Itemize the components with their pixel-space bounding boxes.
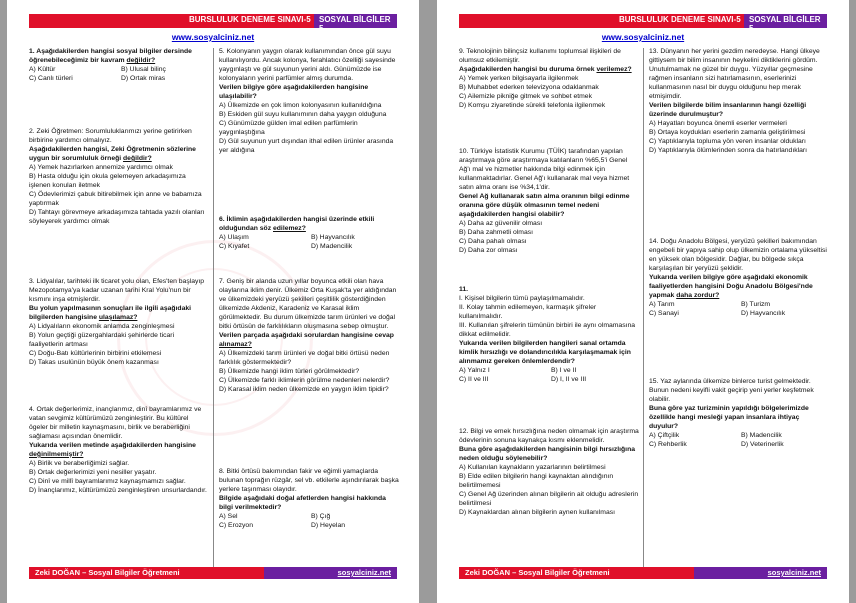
option-d[interactable]: D) Yaptıklarıyla ölümlerinden sonra da hatırlandıkları [649, 146, 808, 154]
option-b[interactable]: B) Ortak değerlerimizi yeni nesiller yaşatır. [29, 468, 157, 476]
option-d[interactable]: D) Komşu ziyaretinde sürekli telefonla ilgilenmek [459, 101, 606, 109]
question-6: 6. İklimin aşağıdakilerden hangisi üzerinde etkili olduğundan söz edilemez? A) Ulaşım B) Hayvancılık C) Kıyafet D) Madencilik [219, 216, 399, 252]
option-c[interactable]: C) Ailemizle pikniğe gitmek ve sohbet etmek [459, 92, 592, 100]
page-footer [459, 567, 827, 579]
option-b[interactable]: B) Muhabbet ederken televizyona odaklanmak [459, 83, 599, 91]
option-b[interactable]: B) I ve II [551, 366, 577, 374]
option-b[interactable]: B) Çığ [311, 512, 331, 520]
page-right [437, 0, 849, 603]
option-c[interactable]: C) Canlı türleri [29, 74, 73, 82]
option-c[interactable]: C) Dinî ve millî bayramlarımız kaynaşmamızı sağlar. [29, 477, 186, 485]
option-d[interactable]: D) Kaynaklardan alınan bilgilerin aynen kullanılması [459, 508, 616, 516]
option-a[interactable]: A) Yalnız I [459, 366, 490, 374]
option-a[interactable]: A) Kullanılan kaynakların yazarlarının belirtilmesi [459, 463, 606, 471]
option-c[interactable]: C) Kıyafet [219, 242, 250, 250]
option-b[interactable]: B) Ülkemizde hangi iklim türleri görülmektedir? [219, 367, 360, 375]
question-13: 13. Dünyanın her yerini gezdim neredeyse. Hangi ülkeye gittiysem bir bilim insanının heykelini diktiklerini gördüm. Unutulmamak ne güzel bir duygu. Yüzyıllar geçmesine rağmen insanların sizi hatırlamasının, eserlerinizi kullanmasının nasıl bir duygu olduğunu hep merak etmişimdir. Verilen bilgilerde bilim insanlarının hangi özelliği üzerinde durulmuştur? A) Hayatları boyunca önemli eserler vermeleri B) Ortaya koydukları eserlerin zamanla geliştirilmesi C) Yaptıklarıyla topluma yön veren insanlar oldukları D) Yaptıklarıyla ölümlerinden sonra da hatırlandıkları [649, 48, 829, 156]
option-a[interactable]: A) Çiftçilik [649, 431, 680, 439]
option-d[interactable]: D) Gül suyunun yurt dışından ithal edilen ürünler arasında yer aldığına [219, 137, 394, 154]
option-c[interactable]: C) Sanayi [649, 309, 679, 317]
option-b[interactable]: B) Ortaya koydukları eserlerin zamanla geliştirilmesi [649, 128, 806, 136]
option-b[interactable]: B) Elde edilen bilgilerin hangi kaynaktan alındığının belirtilmemesi [459, 472, 614, 489]
option-a[interactable]: A) Yemek hazırlarken annemize yardımcı olmak [29, 163, 173, 171]
exam-title: BURSLULUK DENEME SINAVI-5 [619, 15, 741, 24]
option-a[interactable]: A) Ülkemizde en çok limon kolonyasının kullanıldığına [219, 101, 382, 109]
column-divider [643, 48, 644, 567]
question-7: 7. Geniş bir alanda uzun yıllar boyunca etkili olan hava olaylarına iklim denir. Ülkemiz Orta Kuşak'ta yer aldığından ve ülkemizdeki yeryüzü şekilleri çeşitlilik gösterdiğinden ülkemizde Akdeniz, Karadeniz ve Karasal iklim görülmektedir. Bu durum ülkemizde tarım ürünleri ve doğal bitki örtüsün de farklılıkların oluşmasına sebep olmuştur. Verilen parçada aşağıdaki sorulardan hangisine cevap alınamaz? A) Ülkemizdeki tarım ürünleri ve doğal bitki örtüsü neden farklılık göstermektedir? B) Ülkemizde hangi iklim türleri görülmektedir? C) Ülkemizde farklı iklimlerin görülme nedenleri nelerdir? D) Karasal iklim neden ülkemizde en yaygın iklim tipidir? [219, 278, 399, 395]
footer-author: Zeki DOĞAN – Sosyal Bilgiler Öğretmeni [465, 568, 610, 577]
column-divider [213, 48, 214, 567]
option-d[interactable]: D) İnançlarımız, kültürümüzü zenginleştiren unsurlardandır. [29, 486, 207, 494]
footer-author: Zeki DOĞAN – Sosyal Bilgiler Öğretmeni [35, 568, 180, 577]
page-header [29, 14, 397, 33]
footer-site-link[interactable]: sosyalciniz.net [767, 568, 821, 577]
option-b[interactable]: B) Madencilik [741, 431, 782, 439]
website-link[interactable]: www.sosyalciniz.net [171, 32, 255, 42]
option-a[interactable]: A) Ulaşım [219, 233, 249, 241]
option-d[interactable]: D) Hayvancılık [741, 309, 786, 317]
question-2: 2. Zeki Öğretmen: Sorumluluklarımızı yerine getirirken birbirine yardımcı olmalıyız. Aşağıdakilerden hangisi, Zeki Öğretmenin sözlerine uygun bir sorumluluk örneği değildir? A) Yemek hazırlarken annemize yardımcı olmak B) Hasta olduğu için okula gelemeyen arkadaşımıza işlenen konuları iletmek C) Ödevlerimizi çabuk bitirebilmek için anne ve babamıza yaptırmak D) Tahtayı görevmeye arkadaşımıza tahtada yazılı olanları söyleyerek yardımcı olmak [29, 128, 209, 227]
option-b[interactable]: B) Eskiden gül suyu kullanımının daha yaygın olduğuna [219, 110, 387, 118]
option-d[interactable]: D) Heyelan [311, 521, 345, 529]
option-a[interactable]: A) Daha az güvenilir olması [459, 219, 543, 227]
question-1: 1. Aşağıdakilerden hangisi sosyal bilgiler dersinde öğrenebileceğimiz bir kavram değildir? A) Kültür B) Ulusal bilinç C) Canlı türleri D) Ortak miras [29, 48, 209, 84]
option-c[interactable]: C) Doğu-Batı kültürlerinin birbirini etkilemesi [29, 349, 162, 357]
option-d[interactable]: D) Daha zor olması [459, 246, 518, 254]
option-c[interactable]: C) Erozyon [219, 521, 253, 529]
option-a[interactable]: A) Ülkemizdeki tarım ürünleri ve doğal bitki örtüsü neden farklılık göstermektedir? [219, 349, 390, 366]
option-c[interactable]: C) Ödevlerimizi çabuk bitirebilmek için anne ve babamıza yaptırmak [29, 190, 202, 207]
option-d[interactable]: D) I, II ve III [551, 375, 587, 383]
option-d[interactable]: D) Veterinerlik [741, 440, 784, 448]
option-a[interactable]: A) Hayatları boyunca önemli eserler vermeleri [649, 119, 787, 127]
option-c[interactable]: C) Ülkemizde farklı iklimlerin görülme nedenleri nelerdir? [219, 376, 390, 384]
option-c[interactable]: C) Daha pahalı olması [459, 237, 527, 245]
option-d[interactable]: D) Karasal iklim neden ülkemizde en yaygın iklim tipidir? [219, 385, 389, 393]
question-10: 10. Türkiye İstatistik Kurumu (TÜİK) tarafından yapılan araştırmaya göre araştırmaya katılanların %65,5'i Genel Ağ'ı mal ve hizmetler hakkında bilgi edinmek için kullanmaktadırlar. Genel Ağ'ı kullanarak mal veya hizmet satın alma oranı ise %34,1'dir. Genel Ağ kullanarak satın alma oranının bilgi edinme oranına göre düşük olmasının temel nedeni aşağıdakilerden hangisi olabilir? A) Daha az güvenilir olması B) Daha zahmetli olması C) Daha pahalı olması D) Daha zor olması [459, 148, 639, 256]
option-b[interactable]: B) Hasta olduğu için okula gelemeyen arkadaşımıza işlenen konuları iletmek [29, 172, 186, 189]
option-d[interactable]: D) Ortak miras [121, 74, 166, 82]
subject-title: SOSYAL BİLGİLER 5 [319, 15, 391, 33]
question-15: 15. Yaz aylarında ülkemize binlerce turist gelmektedir. Bunun nedeni keyifli vakit geçirip yeni yerler keşfetmek olabilir. Buna göre yaz turizminin yapıldığı bölgelerimizde özellikle hangi mesleği yapan insanlara ihtiyaç duyulur? A) Çiftçilik B) Madencilik C) Rehberlik D) Veterinerlik [649, 378, 829, 450]
option-d[interactable]: D) Madencilik [311, 242, 353, 250]
question-14: 14. Doğu Anadolu Bölgesi, yeryüzü şekilleri bakımından engebeli bir yapıya sahip olup ülkemizin ortalama yükseltisi en yüksek olan bölgesidir. Dağlar, bu bölgede sıkça karşılaşılan bir yeryüzü şeklidir. Yukarıda verilen bilgiye göre aşağıdaki ekonomik faaliyetlerden hangisini Doğu Anadolu Bölgesi'nde yapmak daha zordur? A) Tarım B) Turizm C) Sanayi D) Hayvancılık [649, 238, 829, 319]
question-11: 11. I. Kişisel bilgilerin tümü paylaşılmamalıdır. II. Kolay tahmin edilemeyen, karmaşık şifreler kullanılmalıdır. III. Kullanılan şifrelerin tümünün birbiri ile aynı olmamasına dikkat edilmelidir. Yukarıda verilen bilgilerden hangileri sanal ortamda kimlik hırsızlığı ve dolandırıcılıkla karşılaşmamak için alınmamız gereken önlemlerdendir? A) Yalnız I B) I ve II C) II ve III D) I, II ve III [459, 286, 639, 385]
website-link[interactable]: www.sosyalciniz.net [601, 32, 685, 42]
option-c[interactable]: C) Genel Ağ üzerinden alınan bilgilerin ait olduğu adreslerin belirtilmesi [459, 490, 639, 507]
option-b[interactable]: B) Yolun geçtiği güzergahlardaki şehirlerde ticari faaliyetlerin artması [29, 331, 175, 348]
option-c[interactable]: C) Yaptıklarıyla topluma yön veren insanlar oldukları [649, 137, 806, 145]
question-12: 12. Bilgi ve emek hırsızlığına neden olmamak için araştırma ödevlerinin sonuna kaynakça kısmı eklenmelidir. Buna göre aşağıdakilerden hangisinin bilgi hırsızlığına neden olduğu söylenebilir? A) Kullanılan kaynakların yazarlarının belirtilmesi B) Elde edilen bilgilerin hangi kaynaktan alındığının belirtilmemesi C) Genel Ağ üzerinden alınan bilgilerin ait olduğu adreslerin belirtilmesi D) Kaynaklardan alınan bilgilerin aynen kullanılması [459, 428, 639, 516]
question-8: 8. Bitki örtüsü bakımından fakir ve eğimli yamaçlarda bulunan toprağın rüzgâr, sel vb. etkilerle aşındırılarak başka yerlere taşınması olayıdır. Bilgide aşağıdaki doğal afetlerden hangisi hakkında bilgi verilmektedir? A) Sel B) Çığ C) Erozyon D) Heyelan [219, 468, 399, 529]
subject-title: SOSYAL BİLGİLER 5 [749, 15, 821, 33]
option-b[interactable]: B) Ulusal bilinç [121, 65, 166, 73]
option-a[interactable]: A) Birlik ve beraberliğimizi sağlar. [29, 459, 130, 467]
option-b[interactable]: B) Hayvancılık [311, 233, 355, 241]
question-9: 9. Teknolojinin bilinçsiz kullanımı toplumsal ilişkileri de olumsuz etkilemiştir. Aşağıdakilerden hangisi bu duruma örnek verilemez? A) Yemek yerken bilgisayarla ilgilenmek B) Muhabbet ederken televizyona odaklanmak C) Ailemizle pikniğe gitmek ve sohbet etmek D) Komşu ziyaretinde sürekli telefonla ilgilenmek [459, 48, 639, 111]
option-d[interactable]: D) Tahtayı görevmeye arkadaşımıza tahtada yazılı olanları söyleyerek yardımcı olmak [29, 208, 205, 225]
question-4: 4. Ortak değerlerimiz, inançlarımız, dinî bayramlarımız ve vatan sevgimiz kültürümüzü zenginleştirir. Bu kültürel ögeler bir milletin kaynaşmasını, birlik ve beraberliğini sağlaması açısından önemlidir. Yukarıda verilen metinde aşağıdakilerden hangisine değinilmemiştir? A) Birlik ve beraberliğimizi sağlar. B) Ortak değerlerimizi yeni nesiller yaşatır. C) Dinî ve millî bayramlarımız kaynaşmamızı sağlar. D) İnançlarımız, kültürümüzü zenginleştiren unsurlardandır. [29, 406, 209, 496]
page-header [459, 14, 827, 33]
option-a[interactable]: A) Tarım [649, 300, 675, 308]
question-3: 3. Lidyalılar, tarihteki ilk ticaret yolu olan, Efes'ten başlayıp Mezopotamya'ya kadar uzanan tarihi Kral Yolu'nun bir kısmını inşa etmişlerdir. Bu yolun yapılmasının sonuçları ile ilgili aşağıdaki bilgilerden hangisine ulaşılamaz? A) Lidyalıların ekonomik anlamda zenginleşmesi B) Yolun geçtiği güzergahlardaki şehirlerde ticari faaliyetlerin artması C) Doğu-Batı kültürlerinin birbirini etkilemesi D) Takas usulünün büyük önem kazanması [29, 278, 209, 368]
option-a[interactable]: A) Sel [219, 512, 238, 520]
option-c[interactable]: C) Günümüzde gülden imal edilen parfümlerin yaygınlaştığına [219, 119, 358, 136]
option-d[interactable]: D) Takas usulünün büyük önem kazanması [29, 358, 159, 366]
option-a[interactable]: A) Yemek yerken bilgisayarla ilgilenmek [459, 74, 579, 82]
option-c[interactable]: C) Rehberlik [649, 440, 687, 448]
footer-site-link[interactable]: sosyalciniz.net [337, 568, 391, 577]
option-a[interactable]: A) Kültür [29, 65, 56, 73]
option-b[interactable]: B) Daha zahmetli olması [459, 228, 534, 236]
exam-title: BURSLULUK DENEME SINAVI-5 [189, 15, 311, 24]
question-5: 5. Kolonyanın yaygın olarak kullanımından önce gül suyu kullanılıyordu. Ancak kolonya, ferahlatıcı özelliği sayesinde yaygınlaştı ve gül suyunun yerini aldı. Günümüzde ise kolonyaların yerini parfümler almış durumda. Verilen bilgiye göre aşağıdakilerden hangisine ulaşılabilir? A) Ülkemizde en çok limon kolonyasının kullanıldığına B) Eskiden gül suyu kullanımının daha yaygın olduğuna C) Günümüzde gülden imal edilen parfümlerin yaygınlaştığına D) Gül suyunun yurt dışından ithal edilen ürünler arasında yer aldığına [219, 48, 399, 156]
option-a[interactable]: A) Lidyalıların ekonomik anlamda zenginleşmesi [29, 322, 175, 330]
page-left [7, 0, 419, 603]
option-c[interactable]: C) II ve III [459, 375, 489, 383]
page-footer [29, 567, 397, 579]
option-b[interactable]: B) Turizm [741, 300, 771, 308]
